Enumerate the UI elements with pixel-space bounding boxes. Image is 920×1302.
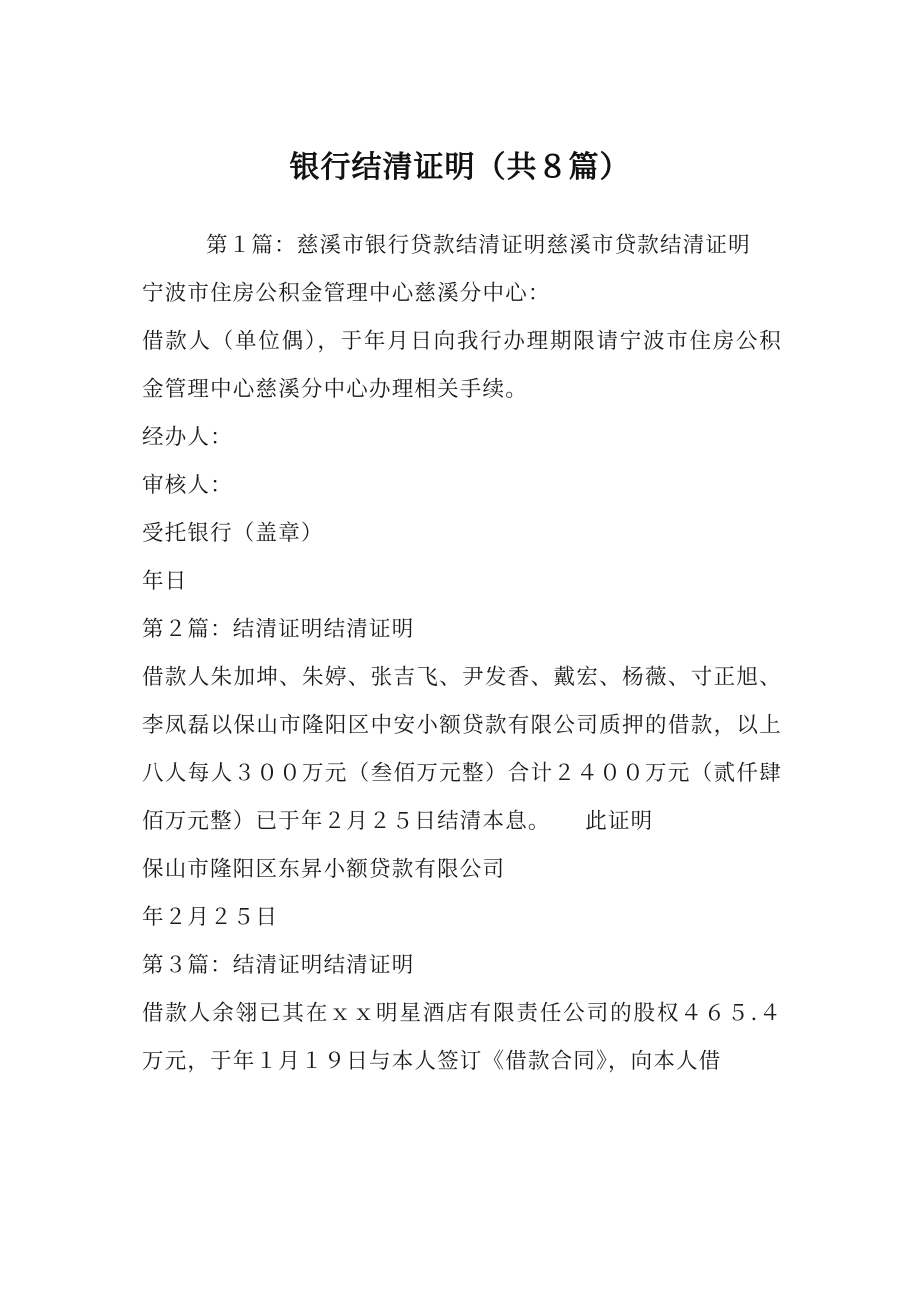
document-title: 银行结清证明（共８篇） [289, 150, 631, 185]
chapter-3-heading: 第３篇：结清证明结清证明 [142, 953, 415, 978]
company-name: 保山市隆阳区东昇小额贷款有限公司 [142, 857, 506, 882]
date-line-2: 年２月２５日 [142, 905, 279, 930]
bank-seal-label: 受托银行（盖章） [142, 521, 324, 546]
document-body [142, 222, 782, 1086]
chapter-2-body: 借款人朱加坤、朱婷、张吉飞、尹发香、戴宏、杨薇、寸正旭、李凤磊以保山市隆阳区中安小额贷款有限公司质押的借款，以上八人每人３００万元（叁佰万元整）合计２４００万元（贰仟肆佰万元整）已于年２月２５日结清本息。 此证明 [142, 665, 782, 834]
addressee: 宁波市住房公积金管理中心慈溪分中心： [142, 281, 551, 306]
chapter-2-heading: 第２篇：结清证明结清证明 [142, 617, 415, 642]
reviewer-label: 审核人： [142, 473, 233, 498]
chapter-1-body: 借款人（单位偶），于年月日向我行办理期限请宁波市住房公积金管理中心慈溪分中心办理相关手续。 [142, 329, 782, 402]
chapter-1-heading: 第１篇：慈溪市银行贷款结清证明慈溪市贷款结清证明 [206, 233, 751, 258]
handler-label: 经办人： [142, 425, 233, 450]
chapter-3-body: 借款人余翎已其在ｘｘ明星酒店有限责任公司的股权４６５.４万元，于年１月１９日与本人签订《借款合同》，向本人借 [142, 1001, 782, 1074]
date-line-1: 年日 [142, 569, 188, 594]
